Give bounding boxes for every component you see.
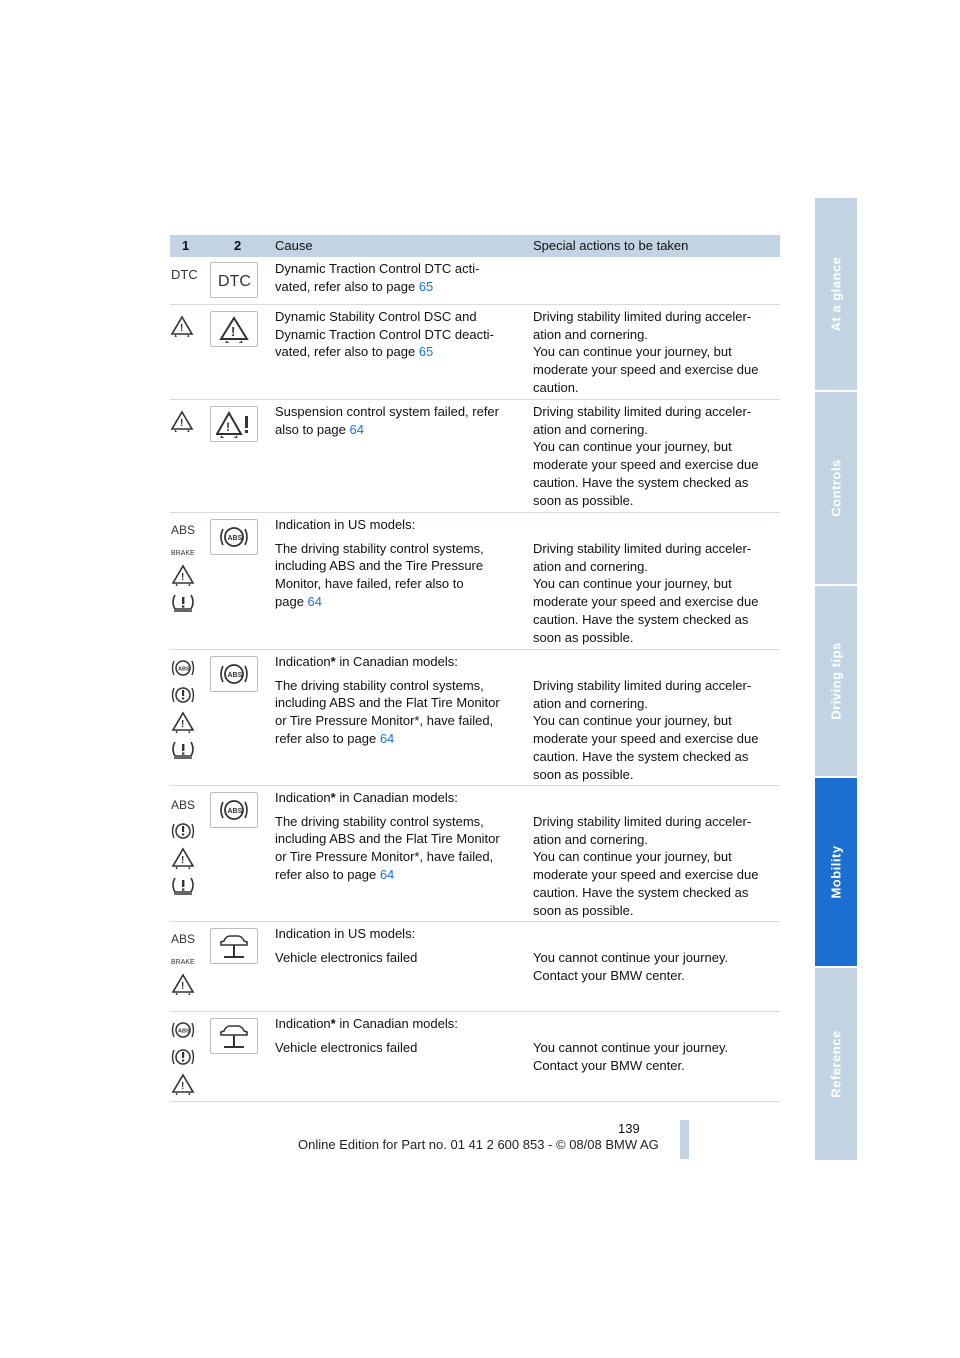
page-number: 139 <box>618 1121 640 1136</box>
header-action: Special actions to be taken <box>533 238 689 253</box>
table-row <box>170 1012 780 1102</box>
row-heading: in Canadian models: <box>335 654 458 669</box>
svg-text:!: ! <box>226 420 230 434</box>
action-text: Driving stability limited during acceler- <box>533 814 752 829</box>
footer-bar <box>680 1120 689 1159</box>
action-text: soon as possible. <box>533 902 634 918</box>
cause-text: including ABS and the Flat Tire Monitor <box>275 831 500 847</box>
abs-text-icon <box>170 796 196 812</box>
cause-text: Monitor, have failed, refer also to <box>275 576 464 592</box>
dsc-warning-icon <box>171 711 195 733</box>
footer-text: Online Edition for Part no. 01 41 2 600 853 - © 08/08 BMW AG <box>298 1137 659 1152</box>
vehicle-lift-icon <box>210 1018 258 1054</box>
asterisk-mark: * <box>330 654 336 669</box>
svg-text:ABS: ABS <box>178 666 190 673</box>
dsc-warning-icon <box>170 410 194 432</box>
action-text: moderate your speed and exercise due <box>533 731 759 747</box>
cause-text: Dynamic Traction Control DTC acti- <box>275 261 480 276</box>
action-text: caution. <box>533 379 579 395</box>
svg-text:ABS: ABS <box>227 535 243 542</box>
row-heading: Indication in US models: <box>275 926 416 941</box>
table-row <box>170 305 780 400</box>
table-header <box>170 235 780 257</box>
indicator-table <box>170 235 780 1102</box>
cause-text: Suspension control system failed, refer <box>275 404 499 419</box>
table-row <box>170 513 780 650</box>
action-text: Contact your BMW center. <box>533 1057 685 1073</box>
page-link[interactable]: 64 <box>379 730 395 746</box>
action-text: soon as possible. <box>533 766 634 782</box>
action-text: Driving stability limited during acceler- <box>533 678 752 693</box>
row-heading: Indication in US models: <box>275 517 416 532</box>
svg-text:ABS: ABS <box>227 672 243 679</box>
brake-warning-icon <box>170 685 196 705</box>
cause-text: Dynamic Traction Control DTC deacti- <box>275 326 494 342</box>
action-text: caution. Have the system checked as <box>533 748 749 764</box>
svg-text:BRAKE: BRAKE <box>171 550 195 557</box>
tab-at-a-glance[interactable]: At a glance <box>815 198 857 390</box>
abs-text-icon <box>170 521 196 537</box>
cause-text: also to page <box>275 421 346 437</box>
action-text: soon as possible. <box>533 492 634 508</box>
cause-text: vated, refer also to page <box>275 344 416 360</box>
svg-text:!: ! <box>181 719 185 730</box>
dsc-warning-icon <box>170 315 194 337</box>
dsc-warning-icon <box>171 973 195 995</box>
action-text: ation and cornering. <box>533 326 648 342</box>
tab-driving-tips[interactable]: Driving tips <box>815 586 857 776</box>
action-text: Driving stability limited during acceler- <box>533 541 752 556</box>
action-text: caution. Have the system checked as <box>533 611 749 627</box>
tire-pressure-icon <box>170 739 196 759</box>
action-text: Driving stability limited during acceler- <box>533 404 752 419</box>
cause-text: refer also to page <box>275 866 377 882</box>
brake-text-icon <box>170 954 196 966</box>
svg-text:!: ! <box>180 323 184 334</box>
cause-text: The driving stability control systems, <box>275 677 484 693</box>
svg-text:BRAKE: BRAKE <box>171 959 195 966</box>
svg-text:!: ! <box>181 1081 185 1092</box>
tire-pressure-icon <box>170 875 196 895</box>
action-text: caution. Have the system checked as <box>533 474 749 490</box>
row-heading: in Canadian models: <box>335 790 458 805</box>
action-text: moderate your speed and exercise due <box>533 594 759 610</box>
action-text: Contact your BMW center. <box>533 967 685 983</box>
tab-mobility[interactable]: Mobility <box>815 778 857 966</box>
svg-text:ABS: ABS <box>171 523 196 537</box>
action-text: You cannot continue your journey. <box>533 1040 729 1055</box>
table-row <box>170 922 780 1012</box>
chapter-tabs <box>815 198 857 1160</box>
abs-circle-icon <box>170 1020 196 1040</box>
action-text: You can continue your journey, but <box>533 439 732 455</box>
abs-circle-icon <box>210 656 258 692</box>
page-link[interactable]: 64 <box>307 593 323 609</box>
svg-text:!: ! <box>181 855 185 866</box>
svg-text:!: ! <box>231 324 236 339</box>
action-text: ation and cornering. <box>533 421 648 437</box>
action-text: ation and cornering. <box>533 831 648 847</box>
action-text: You can continue your journey, but <box>533 713 732 729</box>
brake-text-icon <box>170 545 196 557</box>
action-text: caution. Have the system checked as <box>533 884 749 900</box>
suspension-warning-icon <box>210 406 258 442</box>
action-text: You cannot continue your journey. <box>533 950 729 965</box>
row-heading: Indication <box>275 1016 331 1031</box>
cause-text: or Tire Pressure Monitor*, have failed, <box>275 849 494 865</box>
tab-reference[interactable]: Reference <box>815 968 857 1160</box>
cause-text: or Tire Pressure Monitor*, have failed, <box>275 713 494 729</box>
svg-text:DTC: DTC <box>218 273 251 290</box>
abs-text-icon <box>170 930 196 946</box>
dtc-icon <box>170 265 198 285</box>
svg-text:!: ! <box>181 572 185 583</box>
table-row <box>170 650 780 786</box>
page-link[interactable]: 64 <box>349 421 364 437</box>
cause-text: The driving stability control systems, <box>275 540 484 556</box>
tab-controls[interactable]: Controls <box>815 392 857 584</box>
row-heading: Indication <box>275 790 331 805</box>
svg-text:ABS: ABS <box>171 798 196 812</box>
action-text: Driving stability limited during acceler- <box>533 309 752 324</box>
svg-text:!: ! <box>180 418 184 429</box>
brake-warning-icon <box>170 1047 196 1067</box>
page-link[interactable]: 65 <box>418 278 434 294</box>
action-text: ation and cornering. <box>533 558 648 574</box>
header-col-1: 1 <box>182 238 190 253</box>
page-link[interactable]: 65 <box>418 344 434 360</box>
cause-text: Vehicle electronics failed <box>275 949 418 965</box>
cause-text: vated, refer also to page <box>275 278 416 294</box>
page-link[interactable]: 64 <box>379 866 395 882</box>
dsc-warning-icon <box>171 564 195 586</box>
dsc-warning-icon <box>171 847 195 869</box>
cause-text: refer also to page <box>275 730 377 746</box>
cause-text: including ABS and the Flat Tire Monitor <box>275 695 500 711</box>
svg-text:DTC: DTC <box>171 267 198 282</box>
asterisk-mark: * <box>330 790 336 805</box>
asterisk-mark: * <box>330 1016 336 1031</box>
svg-text:ABS: ABS <box>171 932 196 946</box>
row-heading: Indication <box>275 654 331 669</box>
brake-warning-icon <box>170 821 196 841</box>
cause-text: Vehicle electronics failed <box>275 1039 418 1055</box>
header-col-2: 2 <box>234 238 242 253</box>
abs-circle-icon <box>170 658 196 678</box>
action-text: moderate your speed and exercise due <box>533 457 759 473</box>
table-row <box>170 257 780 305</box>
dtc-icon <box>210 262 258 298</box>
action-text: You can continue your journey, but <box>533 849 732 865</box>
action-text: You can continue your journey, but <box>533 576 732 592</box>
action-text: moderate your speed and exercise due <box>533 867 759 883</box>
row-heading: in Canadian models: <box>335 1016 458 1031</box>
action-text: You can continue your journey, but <box>533 344 732 360</box>
cause-text: including ABS and the Tire Pressure <box>275 558 484 574</box>
action-text: moderate your speed and exercise due <box>533 362 759 378</box>
abs-circle-icon <box>210 792 258 828</box>
tire-pressure-icon <box>170 592 196 612</box>
vehicle-lift-icon <box>210 928 258 964</box>
dsc-warning-icon <box>210 311 258 347</box>
cause-text: Dynamic Stability Control DSC and <box>275 309 477 324</box>
svg-text:!: ! <box>181 981 185 992</box>
action-text: ation and cornering. <box>533 695 648 711</box>
abs-circle-icon <box>210 519 258 555</box>
table-row <box>170 400 780 513</box>
table-row <box>170 786 780 922</box>
cause-text: page <box>275 593 304 609</box>
cause-text: The driving stability control systems, <box>275 813 484 829</box>
dsc-warning-icon <box>171 1073 195 1095</box>
svg-text:ABS: ABS <box>178 1028 190 1035</box>
header-cause: Cause <box>275 238 313 253</box>
action-text: soon as possible. <box>533 629 634 645</box>
svg-text:ABS: ABS <box>227 808 243 815</box>
